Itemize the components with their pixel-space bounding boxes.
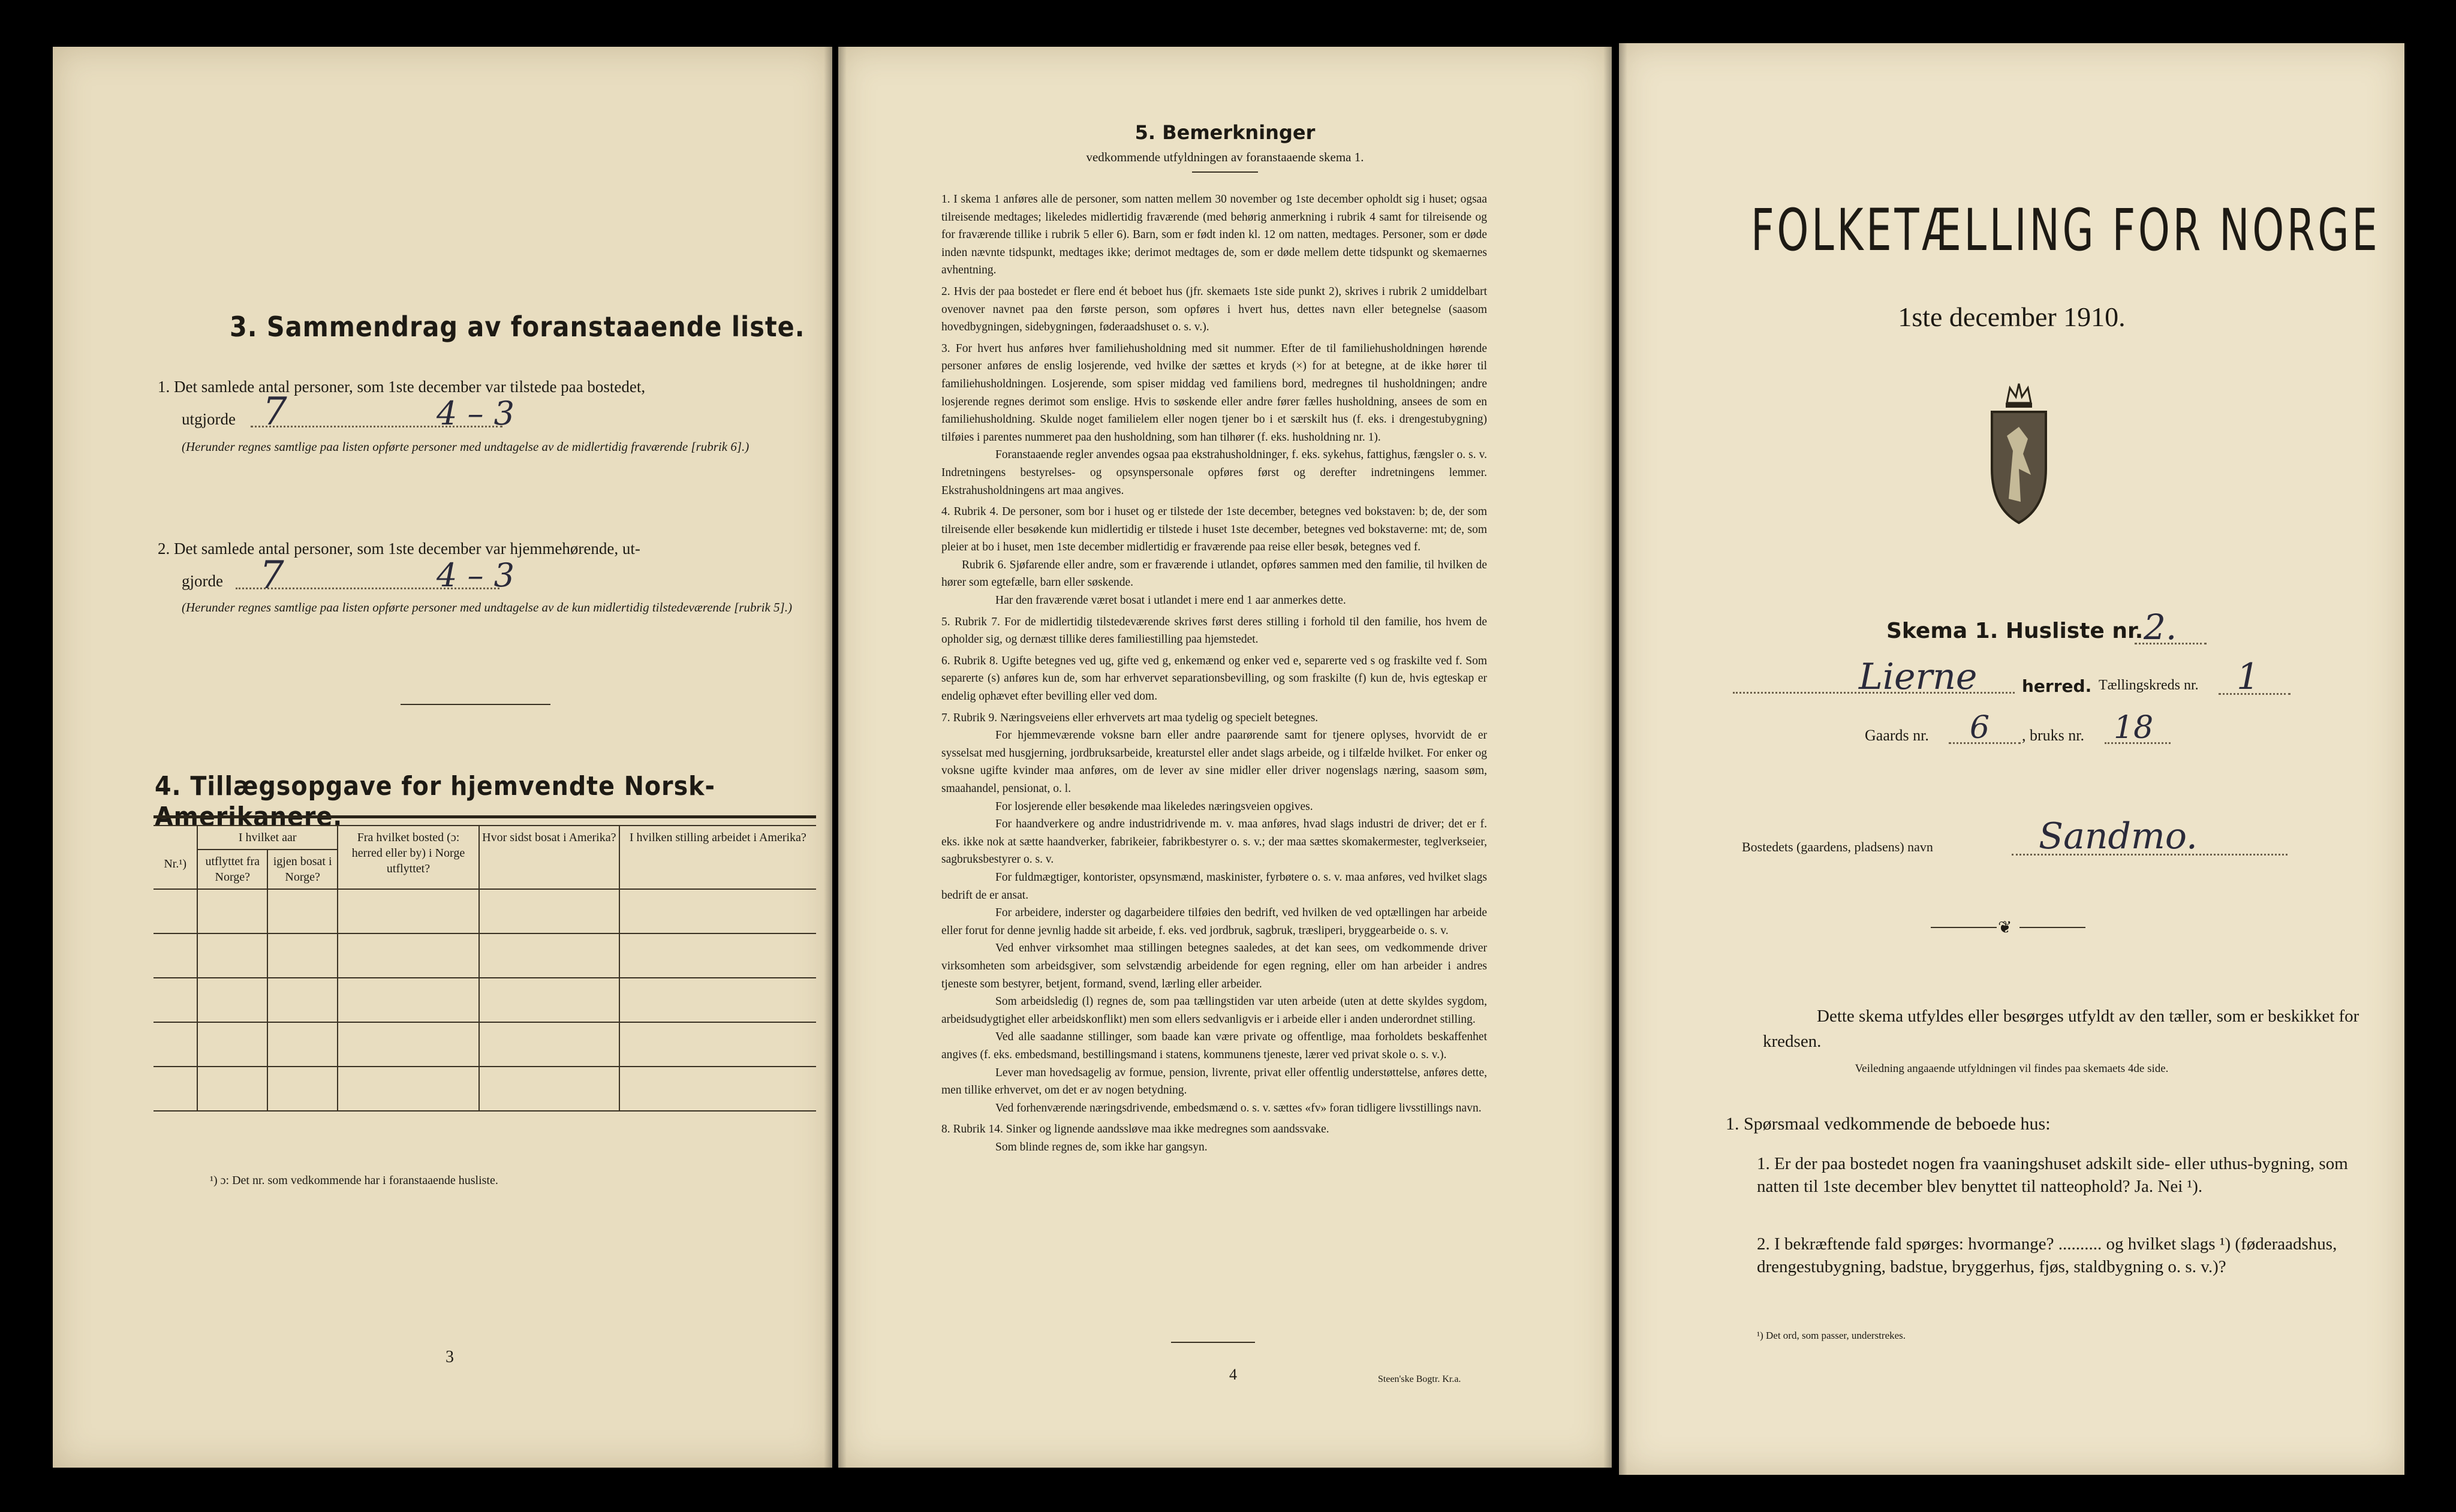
remark-paragraph: Foranstaaende regler anvendes ogsaa paa ekstrahusholdninger, f. eks. sykehus, fattighus, fængsler o. s. v. Indretningens bestyrelses- og opsynspersonale opføres først og derefter indretningens lemmer. Ekstrahusholdningens art maa angives. xyxy=(941,448,1487,497)
table-row xyxy=(154,978,816,1022)
herred-label: herred. xyxy=(2022,676,2092,696)
remark-paragraph: Som blinde regnes de, som ikke har gangsyn. xyxy=(995,1140,1208,1153)
item-2-gjorde: gjorde xyxy=(182,572,223,590)
kreds-number: 1 xyxy=(2237,656,2260,698)
remark-paragraph: For arbeidere, inderster og dagarbeidere tilføies den bedrift, ved hvilken de ved optællingen har arbeide eller forut for denne jevnlig hadde sit arbeide, f. eks. ved jordbruk, sagbruk, træsliperi, bryggearbeide o. s. v. xyxy=(941,906,1487,937)
question-2: 2. I bekræftende fald spørges: hvormange? .......... og hvilket slags ¹) (føderaadshus, drengestubygning, badstue, bryggerhus, fjøs, staldbygning o. s. v.)? xyxy=(1757,1234,2337,1276)
question-1: 1. Er der paa bostedet nogen fra vaaningshuset adskilt side- eller uthus-bygning, som natten til 1ste december blev benyttet til natteophold? Ja. Nei ¹). xyxy=(1757,1154,2348,1196)
coat-of-arms-icon xyxy=(1986,379,2052,529)
item-1-text: 1. Det samlede antal personer, som 1ste december var tilstede paa bostedet, xyxy=(158,378,646,396)
remark-paragraph: 2. Hvis der paa bostedet er flere end ét beboet hus (jfr. skemaets 1ste side punkt 2), skrives i rubrik 2 umiddelbart ovenover navnet paa den første person, som opføres i hvert hus, dettes navn eller betegnelse (saasom hovedbygningen, sidebygningen, føderaadshuset o. s. v.). xyxy=(941,285,1487,334)
table-row xyxy=(154,1067,816,1111)
bruks-number: 18 xyxy=(2114,710,2154,746)
col-nr: Nr.¹) xyxy=(154,826,197,889)
col-from-place: Fra hvilket bosted (ɔ: herred eller by) i Norge utflyttet? xyxy=(338,826,479,889)
table-top-rule xyxy=(154,815,816,818)
page-1-number: 3 xyxy=(446,1348,454,1366)
section-4-heading: 4. Tillægsopgave for hjemvendte Norsk-Amerikanere. xyxy=(155,771,715,832)
norsk-amerikanere-table xyxy=(154,825,816,1112)
divider xyxy=(1171,1342,1255,1343)
divider xyxy=(2019,927,2085,928)
questions-heading: 1. Spørsmaal vedkommende de beboede hus: xyxy=(1726,1114,2051,1134)
fold-shadow xyxy=(838,47,847,1468)
gaards-label: Gaards nr. xyxy=(1865,727,1929,744)
remark-paragraph: For fuldmægtiger, kontorister, opsynsmænd, maskinister, fyrbøtere o. s. v. maa anføres, ved hvilket slags bedrift de er ansat. xyxy=(941,871,1487,902)
item-1-note: (Herunder regnes samtlige paa listen opførte personer med undtagelse av de midlertidig fraværende [rubrik 6].) xyxy=(182,439,750,454)
ornament-icon: ❦ xyxy=(1998,918,2012,937)
col-last-america: Hvor sidst bosat i Amerika? xyxy=(479,826,619,889)
husliste-number: 2. xyxy=(2144,607,2177,647)
col-emigrated: utflyttet fra Norge? xyxy=(197,850,267,889)
remark-paragraph: Som arbeidsledig (l) regnes de, som paa tællingstiden var uten arbeide (uten at dette skyldes sygdom, arbeidsudygtighet eller arbeidskonflikt) men som ellers sedvanligvis er i arbeide eller i anden underordnet stilling. xyxy=(941,995,1487,1026)
bosted-name: Sandmo. xyxy=(2039,815,2198,857)
fold-shadow xyxy=(1603,47,1612,1468)
fold-shadow xyxy=(1619,43,1627,1475)
remarks-subheading: vedkommende utfyldningen av foranstaaende skema 1. xyxy=(1086,150,1364,164)
fold-shadow xyxy=(824,47,832,1468)
item-2-text: 2. Det samlede antal personer, som 1ste december var hjemmehørende, ut- xyxy=(158,540,640,558)
info-small: Veiledning angaaende utfyldningen vil findes paa skemaets 4de side. xyxy=(1855,1062,2169,1075)
item-2-handwritten-total: 7 xyxy=(260,553,284,598)
bosted-label: Bostedets (gaardens, pladsens) navn xyxy=(1742,839,1933,854)
remark-paragraph: 4. Rubrik 4. De personer, som bor i huset og er tilstede der 1ste december, betegnes ved bokstaven: b; de, der som tilreisende eller besøkende kun midlertidig er tilstede i huset 1ste december, betegnes ved bokstaverne: mt; de, som pleier at bo i huset, men 1ste december midlertidig er fraværende paa reise eller besøk, betegnes ved f. xyxy=(941,505,1487,554)
remark-paragraph: For losjerende eller besøkende maa likeledes næringsveien opgives. xyxy=(995,800,1313,813)
remark-paragraph: Lever man hovedsagelig av formue, pension, livrente, privat eller offentlig understøttelse, anføres dette, men tillike erhvervet, om det er av nogen betydning. xyxy=(941,1066,1487,1097)
col-returned: igjen bosat i Norge? xyxy=(267,850,338,889)
divider xyxy=(401,704,550,705)
census-date: 1ste december 1910. xyxy=(1898,302,2126,332)
item-1-handwritten-split: 4 – 3 xyxy=(437,394,515,432)
page-cover xyxy=(1619,43,2404,1475)
remark-paragraph: 3. For hvert hus anføres hver familiehusholdning med sit nummer. Efter de til familiehusholdningen hørende personer anføres de enslig losjerende, ved hvilke der sættes et kryds (×) for at betegne, at de ikke hører til familiehusholdningen. Losjerende, som spiser middag ved familiens bord, medregnes til husholdningen; andre losjerende regnes derimot som enslige. Hvis to søskende eller andre fører fælles husholdning, ansees de som en familiehusholdning. Skulde noget familielem eller nogen tjener bo i et særskilt hus (f. eks. i drengestubygning) tilføies i parentes nummeret paa den husholdning, som han tilhører (f. eks. husholdning nr. 1). xyxy=(941,342,1487,444)
col-occupation: I hvilken stilling arbeidet i Amerika? xyxy=(619,826,816,889)
item-1-handwritten-total: 7 xyxy=(263,390,287,434)
remark-paragraph: For haandverkere og andre industridrivende m. v. maa anføres, hvad slags industri de driver; det er f. eks. ikke nok at sætte haandverker, fabrikeier, fabrikbestyrer o. s. v.; der maa sættes skomakermester, teglverkseier, sagbruksbestyrer o. s. v. xyxy=(941,818,1487,866)
remark-paragraph: Ved alle saadanne stillinger, som baade kan være private og offentlige, maa forholdets beskaffenhet angives (f. eks. embedsmand, bestillingsmand i statens, kommunens tjeneste, lærer ved privat skole o. s. v.). xyxy=(941,1031,1487,1061)
col-group-year: I hvilket aar xyxy=(197,826,338,850)
page-left xyxy=(53,47,832,1468)
remark-paragraph: 6. Rubrik 8. Ugifte betegnes ved ug, gifte ved g, enkemænd og enker ved e, separerte ved s og fraskilte ved f. Som separerte (s) anføres kun de, som har erhvervet separationsbevilling, og som fraskilte (f) kun de, hvis egteskap er endelig ophævet efter bevilling eller ved dom. xyxy=(941,654,1487,703)
table-row xyxy=(154,933,816,978)
bruks-label: , bruks nr. xyxy=(2022,727,2084,744)
remark-paragraph: Rubrik 6. Sjøfarende eller andre, som er fraværende i utlandet, opføres sammen med den familie, til hvilken de hører som egtefælle, barn eller søskende. xyxy=(941,558,1487,589)
page-1-footnote: ¹) ɔ: Det nr. som vedkommende har i foranstaaende husliste. xyxy=(210,1174,498,1187)
section-3-heading: 3. Sammendrag av foranstaaende liste. xyxy=(230,311,805,343)
remark-paragraph: Ved enhver virksomhet maa stillingen betegnes saaledes, at det kan sees, om vedkommende driver virksomheten som arbeidsgiver, som selvstændig arbeidende for egen regning, eller om han arbeider i andres tjeneste som bestyrer, betjent, formand, svend, lærling eller arbeider. xyxy=(941,942,1487,990)
remarks-body xyxy=(941,191,1487,1156)
page-2-number: 4 xyxy=(1229,1366,1237,1383)
table-row xyxy=(154,1022,816,1067)
remark-paragraph: 1. I skema 1 anføres alle de personer, som natten mellem 30 november og 1ste december opholdt sig i huset; ogsaa tilreisende medtages; likeledes midlertidig fraværende (med behørig anmerkning i rubrik 4 samt for tilreisende og for fraværende tillike i rubrik 5 eller 6). Barn, som er født inden kl. 12 om natten, medtages. Personer, som er døde inden nævnte tidspunkt, medtages ikke; derimot medtages de, som er døde mellem dette tidspunkt og skemaernes avhentning. xyxy=(941,193,1487,277)
remark-paragraph: Ved forhenværende næringsdrivende, embedsmænd o. s. v. sættes «fv» foran tidligere livsstillings navn. xyxy=(995,1101,1482,1115)
page-3-footnote: ¹) Det ord, som passer, understrekes. xyxy=(1757,1330,1906,1341)
remark-paragraph: 8. Rubrik 14. Sinker og lignende aandssløve maa ikke medregnes som aandssvake. xyxy=(941,1123,1329,1136)
kreds-label: Tællingskreds nr. xyxy=(2099,677,2199,693)
remark-paragraph: 7. Rubrik 9. Næringsveiens eller erhvervets art maa tydelig og specielt betegnes. xyxy=(941,711,1319,724)
divider xyxy=(1192,171,1258,173)
remark-paragraph: For hjemmeværende voksne barn eller andre paarørende samt for tjenere oplyses, hvorvidt de er sysselsat med husgjerning, jordbruksarbeide, kreaturstel eller andet slags arbeide, og i tilfælde hvilket. For enker og voksne ugifte kvinder maa anføres, om de lever av sine midler eller driver nogenslags næring, saasom søm, smaahandel, pensionat, o. l. xyxy=(941,729,1487,795)
remarks-heading: 5. Bemerkninger xyxy=(1134,121,1316,144)
gaards-number: 6 xyxy=(1970,710,1990,746)
item-2-note: (Herunder regnes samtlige paa listen opførte personer med undtagelse av de kun midlertidig tilstedeværende [rubrik 5].) xyxy=(182,600,792,615)
info-line: Dette skema utfyldes eller besørges utfyldt av den tæller, som er beskikket for kredsen. xyxy=(1763,1007,2359,1051)
table-row xyxy=(154,889,816,933)
printer-mark: Steen'ske Bogtr. Kr.a. xyxy=(1378,1374,1461,1384)
remark-paragraph: Har den fraværende været bosat i utlandet i mere end 1 aar anmerkes dette. xyxy=(995,594,1346,607)
remark-paragraph: 5. Rubrik 7. For de midlertidig tilstedeværende skrives først deres stilling i forhold til den familie, hos hvem de opholder sig, og dernæst tillike deres familiestilling paa hjemstedet. xyxy=(941,615,1487,646)
census-title: FOLKETÆLLING FOR NORGE xyxy=(1751,197,2380,264)
item-1-utgjorde: utgjorde xyxy=(182,410,236,428)
herred-name: Lierne xyxy=(1859,656,1978,698)
divider xyxy=(1931,927,1997,928)
item-2-handwritten-split: 4 – 3 xyxy=(437,556,515,594)
page-middle xyxy=(838,47,1612,1468)
skema-label: Skema 1. Husliste nr. xyxy=(1886,619,2144,643)
